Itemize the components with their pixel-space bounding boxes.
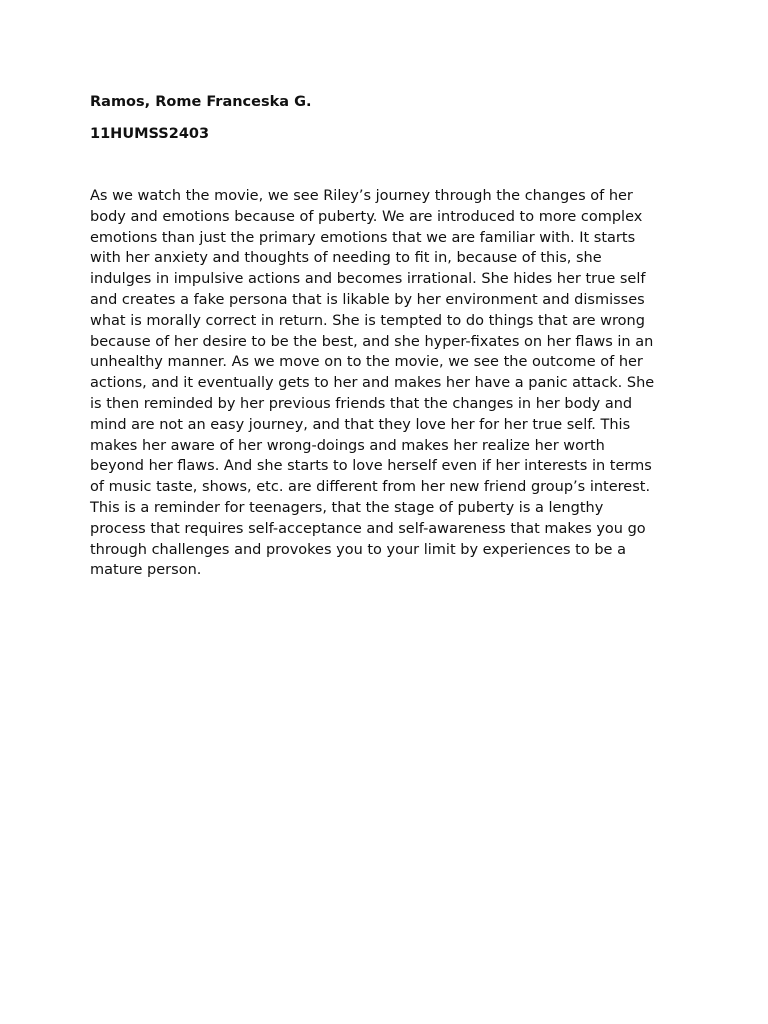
paragraph-line: unhealthy manner. As we move on to the movie, we see the outcome of her	[90, 354, 643, 371]
paragraph-line: what is morally correct in return. She is tempted to do things that are wrong	[90, 312, 645, 329]
paragraph-line: As we watch the movie, we see Riley’s journey through the changes of her	[90, 188, 633, 204]
paragraph-line: beyond her flaws. And she starts to love herself even if her interests in terms	[90, 458, 652, 475]
paragraph-line: indulges in impulsive actions and becomes irrational. She hides her true self	[90, 271, 646, 288]
paragraph-line: process that requires self-acceptance and self-awareness that makes you go	[90, 520, 646, 537]
paragraph-line: with her anxiety and thoughts of needing to fit in, because of this, she	[90, 250, 602, 267]
paragraph-line: actions, and it eventually gets to her and makes her have a panic attack. She	[90, 375, 655, 392]
paragraph-line: body and emotions because of puberty. We are introduced to more complex	[90, 208, 643, 225]
paragraph-line: through challenges and provokes you to your limit by experiences to be a	[90, 541, 626, 558]
essay-paragraph	[90, 186, 682, 581]
paragraph-line: emotions than just the primary emotions that we are familiar with. It starts	[90, 229, 636, 246]
paragraph-line: of music taste, shows, etc. are different from her new friend group’s interest.	[90, 479, 651, 496]
paragraph-line: and creates a fake persona that is likable by her environment and dismisses	[90, 291, 645, 308]
paragraph-line: This is a reminder for teenagers, that the stage of puberty is a lengthy	[90, 499, 604, 516]
class-section: 11HUMSS2403	[90, 126, 210, 142]
paragraph-line: is then reminded by her previous friends that the changes in her body and	[90, 395, 633, 412]
paragraph-line: mature person.	[90, 562, 202, 579]
paragraph-line: mind are not an easy journey, and that they love her for her true self. This	[90, 416, 631, 433]
paragraph-line: because of her desire to be the best, and she hyper-fixates on her flaws in an	[90, 333, 654, 350]
paragraph-line: makes her aware of her wrong-doings and makes her realize her worth	[90, 437, 605, 454]
author-name: Ramos, Rome Franceska G.	[90, 94, 312, 110]
